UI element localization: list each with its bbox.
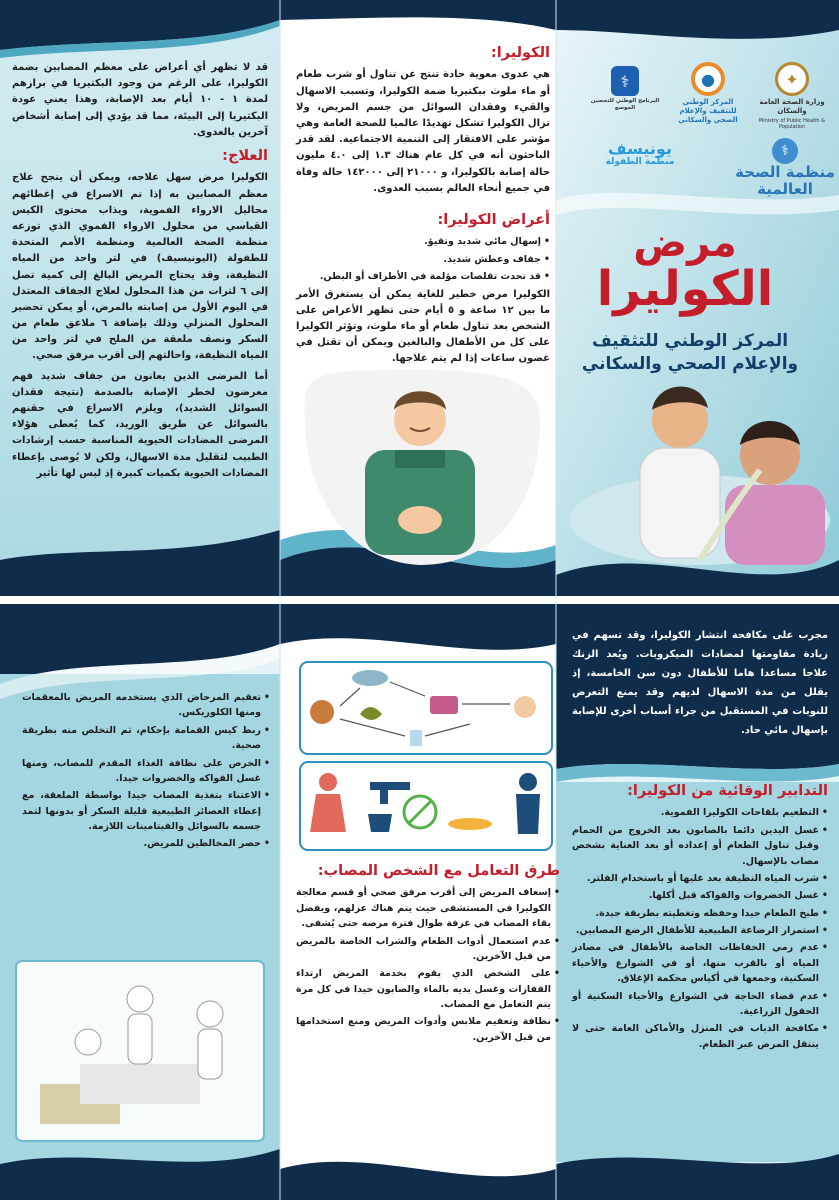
prevention-list [572, 805, 828, 1052]
list-item: • طبخ الطعام جيدا وحفظه وتغطيته بطريقة جيدة. [572, 906, 828, 921]
list-item: • شرب المياه النظيفة بعد غليها أو باستخدام الفلتر. [572, 871, 828, 886]
unicef-name: يونيسف [608, 139, 672, 158]
list-item: • مكافحة الذباب في المنزل والأماكن العامة حتى لا ينتقل المرض عبر الطعام. [572, 1021, 828, 1052]
treatment-paragraph-1: الكوليرا مرض سهل علاجه، ويمكن أن ينجح علاج معظم المصابين به إذا تم الاسراع في إعطائهم محاليل الارواء الفموية، ويذاب محتوى الكيس القياسي من محلول الارواء الفموي الذي توزعه منظمة الصحة العالمية ومنظمة الأمم المتحدة للطفولة (اليونيسيف) في لتر واحد من المياه النظيفة، وقد يحتاج المريض البالغ إلى كمية تصل إلى ٦ لترات من هذا المحلول لعلاج الجفاف المعتدل في اليوم الأول من إصابته بالمرض، أو يمكن تحضير المحلول المنزلي وذلك بإضافة ٦ ملاعق طعام من السكر ونصف ملعقة من الملح في لتر واحد من المياه النظيفة، واحالتهم إلى أقرب مرفق صحي. [12, 172, 269, 362]
brochure-back [0, 604, 839, 1200]
cover-title-line1: مرض [633, 220, 737, 266]
panel-handling [296, 856, 560, 1047]
health-center-logo [668, 62, 748, 124]
who-name: منظمة الصحة العالمية [735, 163, 835, 198]
symptoms-heading: أعراض الكوليرا: [437, 211, 550, 228]
list-item: • حصر المخالطين للمريض. [22, 836, 270, 851]
list-item: • التطعيم بلقاحات الكوليرا الفموية. [572, 805, 828, 820]
brochure-front [0, 0, 839, 596]
symptoms-description: الكوليرا مرض خطير للغاية يمكن أن يستغرق الأمر ما بين ١٢ ساعة و ٥ أيام حتى تظهر الأعراض على الشخص بعد تناول طعام أو ماء ملوث، وتؤثر الكوليرا على كل من الأطفال والبالغين ويمكن أن تقتل في غضون ساعات إذا لم يتم علاجها. [296, 288, 551, 365]
list-item: • غسل الخضروات والفواكه قبل أكلها. [572, 888, 828, 903]
panel-cholera-info [296, 38, 550, 372]
cover-title [590, 220, 780, 317]
ministry-logo [752, 62, 832, 130]
list-item: • الحرص على نظافة الغذاء المقدم للمصاب، ومنها غسل الفواكه والخضروات جيدا. [22, 756, 270, 787]
handling-list [296, 885, 560, 1045]
symptoms-list [296, 234, 550, 284]
eagle-emblem-icon: ✦ [775, 62, 809, 96]
immunization-logo [585, 66, 665, 112]
hygiene-list [22, 690, 270, 852]
who-logo [735, 138, 835, 197]
list-item: • غسل اليدين دائما بالصابون بعد الخروج من الحمام وقبل تناول الطعام أو إعداده أو بعد العناية بشخص مصاب بالإسهال. [572, 823, 828, 869]
list-item: • ربط كيس القمامة بإحكام، ثم التخلص منه بطريقة صحية. [22, 723, 270, 754]
list-item: • الاعتناء بتغذية المصاب جيدا بواسطة الملعقة، مع إعطاء العصائر الطبيعية قليلة السكر أو بدونها لتمد جسمه بالسوائل والفيتامينات اللازمة. [22, 788, 270, 834]
cover-title-line2: الكوليرا [596, 261, 774, 317]
unicef-logo [585, 140, 695, 167]
cover-subtitle: المركز الوطني للتثقيف والإعلام الصحي والسكاني [581, 331, 799, 374]
list-item: • قد تحدث تقلصات مؤلمة في الأطراف أو البطن. [296, 269, 550, 284]
who-globe-icon: ⚕ [772, 138, 798, 164]
list-item: • على الشخص الذي يقوم بخدمة المريض ارتداء القفازات وغسل يديه بالماء والصابون جيدا في كل مرة يتم التعامل مع المصاب. [296, 966, 560, 1012]
list-item: • عدم استعمال أدوات الطعام والشراب الخاصة بالمريض من قبل الآخرين. [296, 934, 560, 965]
health-center-name: المركز الوطني للتثقيف والإعلام الصحي والسكاني [678, 98, 738, 124]
panel-treatment [12, 60, 268, 486]
handling-heading: طرق التعامل مع الشخص المصاب: [317, 863, 560, 879]
list-item: • جفاف وعطش شديد. [296, 252, 550, 267]
transmission-cycle-diagram [300, 662, 552, 754]
panel-hygiene [22, 690, 270, 854]
list-item: • إسعاف المريض إلى أقرب مرفق صحي أو قسم معالجة الكوليرا في المستشفى حيث يتم هناك عزلهم، ويفضل بقاء المصاب في غرفة طوال فترة مرضه حتى يُشفى. [296, 885, 560, 931]
list-item: • عدم قضاء الحاجة في الشوارع والأحياء السكنية أو الحقول الزراعية. [572, 989, 828, 1020]
zinc-paragraph: مجرب على مكافحة انتشار الكوليرا، وقد تسهم في زيادة مقاومتها لمضادات الميكروبات. ويُعد الزنك علاجا مساعدا هاما للأطفال دون سن الخامسة، إذ يقلل من مدة الاسهال لديهم وقد يمنع التعرض للنوبات في المستقبل من جراء أسباب أخرى للإصابة بإسهال مائي حاد. [572, 630, 828, 736]
cholera-heading: الكوليرا: [490, 45, 550, 61]
immunization-name: البرنامج الوطني للتحصين الموسع [590, 98, 660, 111]
list-item: • نظافة وتعقيم ملابس وأدوات المريض ومنع استخدامها من قبل الآخرين. [296, 1014, 560, 1045]
panel-prevention [572, 626, 828, 1054]
caregiver-illustration [16, 961, 264, 1141]
health-center-emblem-icon: ● [691, 62, 725, 96]
list-item: • تعقيم المرحاض الذي يستخدمه المريض بالمعقمات ومنها الكلوريكس. [22, 690, 270, 721]
no-symptoms-text: قد لا تظهر أي أعراض على معظم المصابين بضمة الكوليرا، على الرغم من وجود البكتيريا في برازهم لمدة ١ - ١٠ أيام بعد الإصابة، وهذا يعني عودة البكتيريا إلى البيئة، مما قد يؤدي إلى إصابة أشخاص آخرين بالعدوى. [12, 62, 268, 138]
list-item: • إسهال مائي شديد وتقيؤ. [296, 234, 550, 249]
ministry-name-en: Ministry of Public Health & Population [758, 117, 826, 130]
cholera-definition: هي عدوى معوية حادة تنتج عن تناول أو شرب طعام أو ماء ملوث ببكتيريا ضمة الكوليرا، وتسبب الاسهال والقيء وفقدان السوائل من جسم المريض، ولا تزال الكوليرا تشكل تهديدًا عالميا للصحة العامة وهي مؤشر على الافتقار إلى التنمية الاجتماعية. لقد قدر الباحثون أنه في كل عام هناك ١.٣ إلى ٤.٠ مليون حالة إصابة بالكوليرا، و ٢١٠٠٠ إلى ١٤٢٠٠٠ حالة وفاة في جميع أنحاء العالم بسبب العدوى. [296, 69, 550, 194]
unicef-subname: منظمة الطفولة [605, 156, 675, 167]
treatment-paragraph-2: أما المرضى الذين يعانون من جفاف شديد فهم معرضون لخطر الإصابة بالصدمة (نتيجة فقدان السوائل الشديد)، ويلزم الاسراع في حقنهم بالسوائل عن طريق الوريد، كما يُعطى هؤلاء المرضى المضادات الحيوية المناسبة حسب إرشادات الطبيب لتقليل مدة الاسهال، ولكن لا يُوصى بإعطاء المضادات الحيوية بكميات كبيرة إذ ليس لها تأثير [12, 370, 268, 479]
list-item: • استمرار الرضاعة الطبيعية للأطفال الرضع المصابين. [572, 923, 828, 938]
prevention-heading: التدابير الوقائية من الكوليرا: [627, 783, 828, 799]
ministry-name: وزارة الصحة العامة والسكان [759, 98, 825, 115]
list-item: • عدم رمي الحفاظات الخاصة بالأطفال في مصادر المياه أو بالقرب منها، أو في الشوارع والأحياء السكنية، وجمعها في أكياس محكمة الإغلاق. [572, 940, 828, 986]
hygiene-illustration [300, 762, 552, 850]
vaccine-syringe-icon: ⚕ [611, 66, 639, 96]
treatment-heading: العلاج: [222, 147, 268, 164]
